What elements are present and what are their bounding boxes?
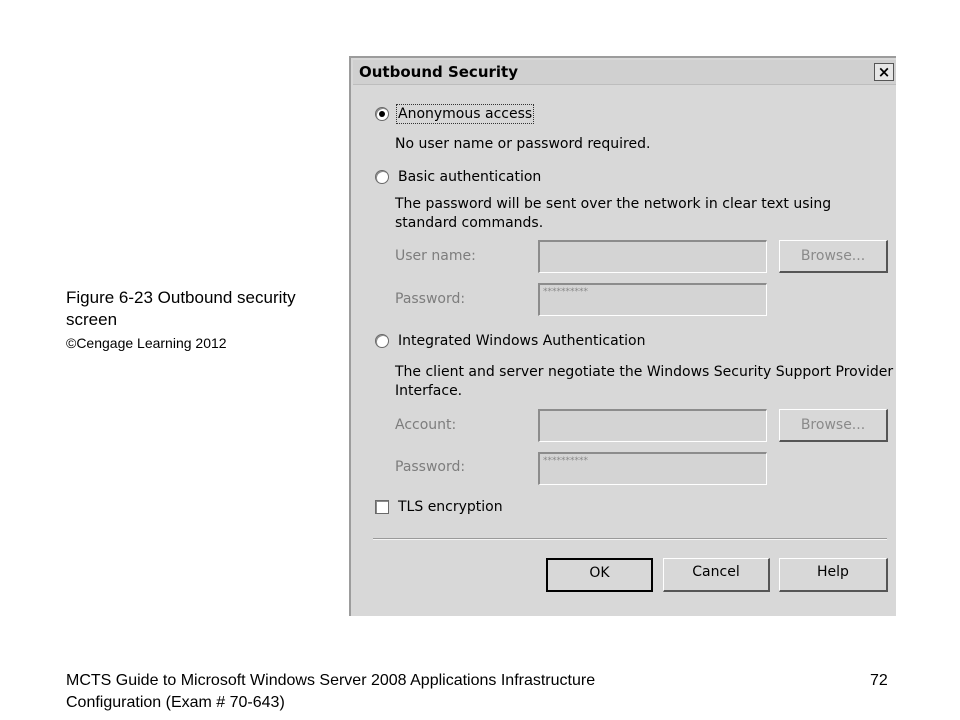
anonymous-access-radio[interactable] — [375, 107, 389, 121]
integrated-windows-authentication-label[interactable]: Integrated Windows Authentication — [398, 333, 646, 349]
username-field[interactable] — [538, 240, 767, 273]
caption-credit: ©Cengage Learning 2012 — [66, 335, 227, 351]
basic-browse-button[interactable]: Browse... — [779, 240, 888, 273]
basic-password-field[interactable]: ********** — [538, 283, 767, 316]
basic-authentication-radio[interactable] — [375, 170, 389, 184]
tls-encryption-checkbox[interactable] — [375, 500, 389, 514]
dialog-divider — [373, 538, 887, 540]
help-button[interactable]: Help — [779, 558, 888, 592]
figure-caption — [66, 287, 306, 353]
ok-button[interactable]: OK — [546, 558, 653, 592]
basic-authentication-description: The password will be sent over the network in clear text using standard commands. — [395, 196, 832, 231]
anonymous-access-description: No user name or password required. — [395, 136, 651, 152]
close-icon[interactable]: × — [874, 63, 894, 81]
tls-encryption-label[interactable]: TLS encryption — [398, 499, 503, 515]
integrated-password-label: Password: — [395, 459, 466, 475]
anonymous-access-option[interactable] — [375, 106, 532, 122]
basic-authentication-option[interactable] — [375, 169, 541, 185]
dialog-titlebar — [353, 60, 896, 85]
footer-text: MCTS Guide to Microsoft Windows Server 2008 Applications Infrastructure Configuration (Exam # 70-643) — [66, 672, 596, 711]
tls-encryption-option[interactable] — [375, 499, 503, 515]
basic-authentication-label[interactable]: Basic authentication — [398, 169, 542, 185]
basic-password-label: Password: — [395, 291, 466, 307]
outbound-security-dialog — [349, 56, 896, 616]
integrated-password-field[interactable]: ********** — [538, 452, 767, 485]
integrated-windows-authentication-option[interactable] — [375, 333, 645, 349]
dialog-title: Outbound Security — [359, 63, 518, 81]
page-number: 72 — [870, 672, 888, 689]
account-label: Account: — [395, 417, 457, 433]
caption-title: Figure 6-23 Outbound security screen — [66, 288, 296, 329]
account-field[interactable] — [538, 409, 767, 442]
integrated-windows-authentication-radio[interactable] — [375, 334, 389, 348]
cancel-button[interactable]: Cancel — [663, 558, 770, 592]
username-label: User name: — [395, 248, 476, 264]
integrated-windows-authentication-description: The client and server negotiate the Windows Security Support Provider Interface. — [395, 364, 894, 399]
anonymous-access-label[interactable]: Anonymous access — [398, 106, 533, 122]
integrated-browse-button[interactable]: Browse... — [779, 409, 888, 442]
